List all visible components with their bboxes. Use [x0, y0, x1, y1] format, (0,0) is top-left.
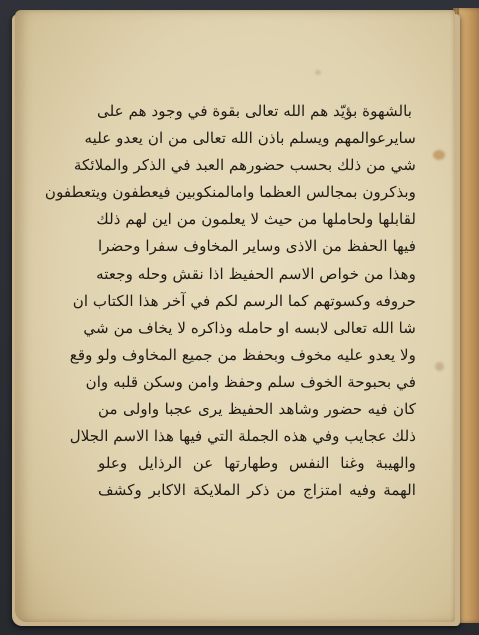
text-line-9: شا الله تعالى لابسه او حامله وذاكره لا يخاف من شي: [83, 318, 416, 337]
text-line-11: في بحبوحة الخوف سلم وحفظ وامن وسكن قلبه وان: [85, 372, 416, 391]
text-line-2: سايرعوالمهم ويسلم باذن الله تعالى من ان يعدو عليه: [84, 129, 416, 148]
text-line-1: بالشهوة بؤيّد هم الله تعالى بقوة في وجود هم على: [97, 102, 412, 120]
text-line-13: ذلك عجايب وفي هذه الجملة التي فيها هذا الاسم الجلال: [69, 427, 416, 446]
ink-stain: [433, 150, 445, 160]
text-line-3: شي من ذلك بحسب حضورهم العبد في الذكر والملائكة: [73, 156, 416, 175]
text-line-8: حروفه وكسوتهم كما الرسم لكم في آخر هذا الكتاب ان: [72, 291, 416, 310]
paper-stain: [435, 362, 444, 371]
text-line-10: ولا يعدو عليه مخوف وبحفظ من جميع المخاوف ولو وقع: [69, 345, 416, 364]
text-line-12: كان فيه حضور وشاهد الحفيظ يرى عجبا واولى من: [98, 400, 416, 419]
text-line-4: وبذكرون بمجالس العظما وامالمنكوبين فيعطفون ويتعطفون: [44, 183, 416, 202]
text-line-15: الهمة وفيه امتزاج من ذكر الملايكة الاكابر وكشف: [98, 481, 416, 500]
text-line-5: لقابلها ولحاملها من حيث لا يعلمون من اين لهم ذلك: [96, 210, 416, 229]
text-line-14: والهيبة وغنا النفس وطهارتها عن الرذايل وعلو: [98, 454, 416, 473]
paper-stain: [315, 70, 321, 75]
text-line-6: فيها الحفظ من الاذى وساير المخاوف سفرا وحضرا: [98, 237, 416, 256]
text-line-7: وهذا من خواص الاسم الحفيظ اذا نقش وحله وجعته: [96, 264, 416, 283]
manuscript-text-block: [44, 98, 416, 504]
